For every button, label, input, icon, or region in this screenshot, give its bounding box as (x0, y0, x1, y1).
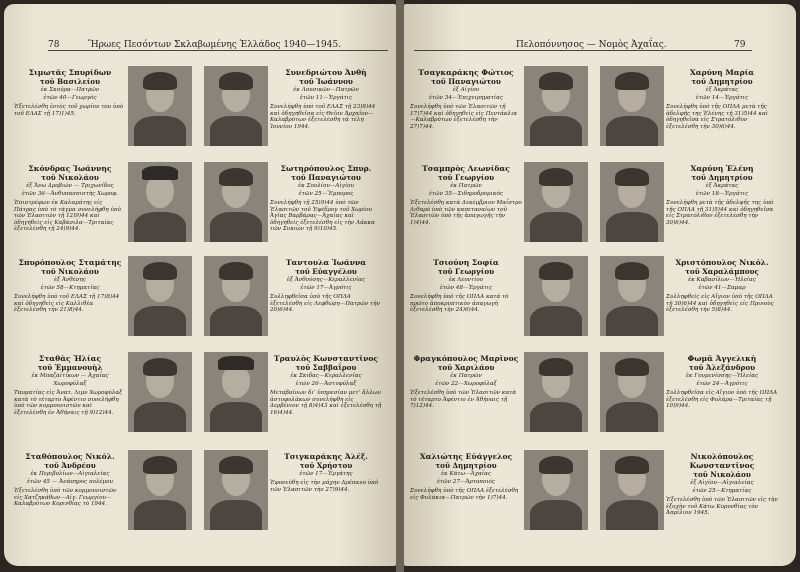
entry-origin: ἐξ Ἄνω Δροβιών — Τριχωνίδος (26, 183, 114, 189)
entry-age: ἐτῶν 40—Γεωργός (43, 95, 97, 101)
entry-father: τοῦ Ἰωάννου (299, 77, 353, 86)
entry-description: Ἐξετελέσθη ἐντὸς τοῦ χωρίου του ὑπὸ τοῦ ΕΛΑΣ τῇ 17)1)45. (14, 104, 124, 117)
portrait-photo (128, 66, 192, 146)
memorial-entry (14, 162, 194, 248)
portrait-photo (524, 450, 588, 530)
entry-age: ἐτῶν 35—Σιδηροδρομικός (428, 191, 504, 197)
portrait-photo (204, 162, 268, 242)
memorial-entry (600, 66, 780, 152)
entry-name: Σιμωτᾶς Σπυρίδων (28, 68, 112, 77)
entry-name: Χριστόπουλος Νικόλ. (675, 258, 769, 267)
right-page-number: 79 (734, 40, 746, 50)
memorial-entry (204, 162, 384, 248)
entry-origin: ἐκ Πατρῶν (450, 373, 482, 379)
entry-origin: ἐκ Πατρῶν (450, 183, 482, 189)
entry-father: τοῦ Παναγιώτου (291, 173, 361, 182)
right-page-header: Πελοπόννησος — Νομὸς Ἀχαΐας. (516, 40, 667, 50)
entry-father: τοῦ Γεωργίου (437, 267, 495, 276)
entry-age: ἐτῶν 36—Ἀνθυπασπιστὴς Χωροφ. (22, 191, 118, 197)
entry-description: Ταυματίας εἰς Ἀνατ. Λιμν Χωροφύλαξ κατὰ τὸ τέταρτο Ἀφέντιο συνελήφθη ὑπὸ τῶν κομμουνιστῶν καὶ ἐξετελέσθη ἐν Ἀθήναις τῇ 9)12)44. (14, 390, 123, 416)
portrait-photo (204, 256, 268, 336)
entry-name: Φωμᾶ Ἀγγελικὴ (687, 354, 757, 363)
entry-description: Συνελήφθη μετὰ τῆς ἀδελφῆς της ὑπὸ τῆς ΟΠΛΑ τῇ 31)5)44 καὶ ὁδηγηθεῖσα εἰς Στρατόλιθον ἐξετελέσθη τὴν 30)6)44. (666, 200, 774, 226)
entry-description: Συνελήφθη ὑπὸ τοῦ ΕΛΑΣ τῇ 23)8)44 καὶ ὁδηγηθεῖσα εἰς Θεῖον Ἀρχαῖον—Καλαβρύτων ἐξετελέσθη τὰ τέλη Ἰουνίου 1944. (270, 104, 376, 130)
entry-description: Ἐξετελέσθη ὑπὸ τῶν κομμουνιστῶν εἰς Χατζηκάθων—Αἰγ. Γεωργίου—Καλαβρύτων Κορινθίας τὸ 1944. (14, 488, 117, 508)
entry-description: Συλληφθεὶς εἰς Αἴγιον ὑπὸ τῆς ΟΠΛΑ τῇ 30)6)44 καὶ ὁδηγηθεὶς εἰς Πρινοὺς ἐξετελέσθη τὴν 5)8)44. (666, 294, 774, 314)
memorial-entry (410, 450, 590, 536)
left-page-number: 78 (48, 40, 60, 50)
entry-origin: ἐξ Ἀνθούσης—Κεραλλενίας (286, 277, 366, 283)
entry-origin: ἐξ Ἀκράτας (705, 87, 739, 93)
entry-description: Ἐξετελέσθη ὑπὸ τῶν Ἐλασιτῶν εἰς τὴν ἐξοχὴν τοῦ Κάτω Κορυνθίας τὸν Ἀπρίλιον 1945. (666, 497, 778, 517)
memorial-entry (14, 352, 194, 438)
entry-origin: ἐκ Μπαζαϊτίκων — Ἀχαΐας (31, 373, 109, 379)
portrait-photo (204, 352, 268, 432)
entry-description: Συνελήφθη ὑπὸ τῆς ΟΠΛΑ κατὰ τὸ πρῶτο ἀποκρυπτικὸν ἀπαγωγὴ ἐξετελέσθη τὴν 24)6)44. (410, 294, 509, 314)
portrait-photo (600, 450, 664, 530)
entry-father: τοῦ Χρήστου (299, 461, 353, 470)
entry-father: τοῦ Νικολάου (41, 267, 99, 276)
portrait-photo (128, 352, 192, 432)
portrait-photo (600, 352, 664, 432)
entry-age: ἐτῶν 14—Ἐργάτις (695, 95, 749, 101)
entry-father: τοῦ Δημητρίου (691, 77, 753, 86)
entry-father: τοῦ Ἀλεξάνδρου (688, 363, 756, 372)
entry-age: ἐτῶν 25—Ἔμπορος (298, 191, 354, 197)
entry-father: τοῦ Σαββαΐρου (295, 363, 357, 372)
portrait-photo (524, 256, 588, 336)
entry-age: ἐτῶν 17—Ἐργάτης (299, 471, 353, 477)
entry-origin: ἐξ Αἰγίου (452, 87, 480, 93)
right-page (404, 4, 796, 566)
entry-name: Σταθὰς Ἠλίας (38, 354, 102, 363)
entry-father: τοῦ Νικολάου (41, 173, 99, 182)
entry-name: Σταθόπουλος Νικόλ. (25, 452, 115, 461)
header-rule (48, 50, 388, 51)
entry-description: Συλληφθεῖσα ὑπὸ τῆς ΟΠΛΑ ἐξετελέσθη εἰς Λεφθώρη—Πατρῶν τὴν 20)6)44. (270, 294, 380, 314)
entry-name: Τσαγκαράκης Φώτιος (418, 68, 514, 77)
entry-origin: ἐξ Ἀκράτας (705, 183, 739, 189)
entry-father: τοῦ Γεωργίου (437, 173, 495, 182)
entry-father: τοῦ Νικολάου (693, 470, 751, 479)
entry-origin: ἐξ Αἰγίου—Αἰγιαλείας (690, 480, 754, 486)
portrait-photo (128, 450, 192, 530)
memorial-entry (600, 450, 780, 536)
memorial-entry (600, 352, 780, 438)
entry-origin: ἐξ Ἀνθέσης (54, 277, 86, 283)
entry-description: Συλληφθεῖσα εἰς Αἴγιον ὑπὸ τῆς ΟΠΛΑ ἐξετελέσθη εἰς Φυλάρα—Τριταίας τῇ 10)9)44. (666, 390, 778, 410)
entry-age: ἐτῶν 26—Ἀστυφύλαξ (295, 381, 357, 387)
entry-age: ἐτῶν 17—Ἀγρότις (300, 285, 352, 291)
entry-age: ἐτῶν 22—Χωροφύλαξ (435, 381, 497, 387)
portrait-photo (204, 66, 268, 146)
entry-name: Σωτηρόπουλος Σπυρ. (280, 164, 372, 173)
entry-description: Ἐφονεύθη εἰς τὴν μάχην Δρέπανο ὑπὸ τῶν Ἐλασιτῶν τὴν 27)9)44. (270, 480, 379, 493)
entry-age: ἐτῶν 58—Κτηματίας (40, 285, 100, 291)
entry-name: Φραγκόπουλος Μαρῖνος (413, 354, 519, 363)
entry-name: Τσιούνη Σοφία (433, 258, 499, 267)
entry-father: τοῦ Ἐμμανουὴλ (37, 363, 103, 372)
memorial-entry (204, 450, 384, 536)
entry-description: Ἐξετελέσθη ὑπὸ τῶν Ἐλασιτῶν κατὰ τὸ τέταρτο Ἀφέντιο ἐν Ἀθήναις τῇ 7)12)44. (410, 390, 517, 410)
portrait-photo (600, 162, 664, 242)
entry-father: τοῦ Χαραλάμπους (685, 267, 759, 276)
memorial-entry (410, 162, 590, 248)
entry-name: Σπυρόπουλος Σταμάτης (18, 258, 122, 267)
left-page-header: Ἥρωες Πεσόντων Σκλαβωμένης Ἑλλάδος 1940—1945. (88, 40, 342, 50)
entry-name: Νικολόπουλος Κωνσταντῖνος (689, 452, 755, 470)
portrait-photo (600, 256, 664, 336)
entry-name: Συνεδριώτου Ἀνθὴ (285, 68, 367, 77)
memorial-entry (204, 352, 384, 438)
entry-origin: ἐκ Σουλίου—Αἰγίου (298, 183, 354, 189)
entry-name: Ταντουλα Ἰωάννα (285, 258, 367, 267)
memorial-entry (14, 66, 194, 152)
entry-age: ἐτῶν 41—Σαμαρ (698, 285, 746, 291)
entry-name: Χαρύνη Ἑλένη (690, 164, 754, 173)
entry-origin: ἐκ Λουσικῶν—Πατρῶν (293, 87, 359, 93)
entry-father: τοῦ Εὐαγγέλου (295, 267, 357, 276)
entry-description: Συνελήφθη ὑπὸ τῆς ΟΠΛΑ ἐξετελέσθη εἰς Φυλάκια—Πατρῶν τὴν 1)7)44. (410, 488, 519, 501)
portrait-photo (524, 66, 588, 146)
entry-age: ἐτῶν 24—Ἀγρότις (696, 381, 748, 387)
entry-description: Συνελήφθη τῇ 25)9)44 ὑπὸ τῶν Ἐλασιτῶν τοῦ Ἐφέδρου τοῦ Χωρίου Ἀγίας Βαρβάρας—Ἀχαΐας καὶ ὁδηγηθεὶς ἐξετελέσθη εἰς τὴν Λάκκα τῶν Συκιών τῇ 9)10)45. (270, 200, 375, 233)
entry-description: Συνελήφθη ὑπὸ τῶν Ἐλασιτῶν τῇ 17)7)44 καὶ ὁδηγηθεὶς εἰς Πεντάκλια—Καλαβρύτων ἐξετελέσθη τὴν 27)7)44. (410, 104, 518, 130)
entry-origin: ἐκ Περιβολίων—Αἰγιαλείας (30, 471, 110, 477)
entry-father: τοῦ Παναγιώτου (431, 77, 501, 86)
entry-age: ἐτῶν 48—Ἐργάτις (439, 285, 493, 291)
entry-father: τοῦ Δημητρίου (435, 461, 497, 470)
entry-age: ἐτῶν 18—Ἐργάτις (695, 191, 749, 197)
memorial-entry (204, 66, 384, 152)
memorial-entry (600, 162, 780, 248)
left-page (4, 4, 396, 566)
entry-origin: ἐκ Σκιδας—Κεραλλενίας (290, 373, 362, 379)
entry-age: ἐτῶν 11—Ἐργάτις (299, 95, 353, 101)
entry-father: τοῦ Δημητρίου (691, 173, 753, 182)
entry-name: Τσιγκαράκης Ἀλέξ. (284, 452, 368, 461)
entry-name: Τσαμπρὸς Λεωνίδας (422, 164, 510, 173)
memorial-entry (410, 256, 590, 342)
book-gutter (396, 0, 404, 572)
entry-age: ἐτῶν 27—Ἀρτοποιός (436, 479, 496, 485)
memorial-entry (600, 256, 780, 342)
entry-description: Ἐξετελέσθη κατὰ Δεκέμβριον Μαΐστρο Λιθαρό ὑπὸ τῶν καπεταναίων τοῦ Ἐλασιτῶν ὑπὸ τῆς ἀπαγωγῆς τὴν 1)4)44. (410, 200, 522, 226)
memorial-entry (410, 66, 590, 152)
entry-description: Μεταβαίνων δι’ ὑπηρεσίαν μετ’ ἄλλων ἀστυφυλάκων συνελήφθη εἰς Δερβένιον τῇ 8)4)43 καὶ ἐξετελέσθη τῇ 16)4)44. (270, 390, 382, 416)
entry-age: ἐτῶν 34—Ἐπιχειρηματίας (428, 95, 504, 101)
portrait-photo (524, 352, 588, 432)
entry-origin: ἐκ Γουμενίσσης—Ἠλείας (685, 373, 759, 379)
entry-name: Σκόνδρας Ἰωάννης (28, 164, 112, 173)
portrait-photo (600, 66, 664, 146)
entry-age: Χωροφύλαξ (53, 381, 87, 387)
entry-origin: ἐκ Λεοντίου (448, 277, 484, 283)
entry-description: Ἐπιστρέφων ἐκ Καλαμάτης εἰς Πάτρας ὑπὸ τὸ τάγμα συνελήφθη ὑπὸ τῶν Ἐλασιτῶν τῇ 12)9)44 καὶ ὁδηγηθεὶς εἰς Καβάσιλα—Τριταίας ἐξετελέσθη τῇ 24)9)44. (14, 200, 121, 233)
entry-name: Χαρύνη Μαρία (689, 68, 755, 77)
entry-origin: ἐκ Καβασίλων—Ἠλείας (688, 277, 756, 283)
entry-father: τοῦ Βασιλείου (39, 77, 101, 86)
header-rule (414, 50, 752, 51)
entry-name: Χαλιώτης Εὐάγγελος (419, 452, 513, 461)
entry-age: ἐτῶν 45 — Ἀνάπηρος πολέμου (27, 479, 113, 485)
entry-origin: ἐκ Σκούρα—Πατρῶν (40, 87, 100, 93)
portrait-photo (128, 256, 192, 336)
entry-description: Συνελήφθη ὑπὸ τοῦ ΕΛΑΣ τῇ 17)8)44 καὶ ὁδηγηθεὶς εἰς Καλλιθέα ἐξετελέσθη τὴν 21)8)44. (14, 294, 120, 314)
memorial-entry (410, 352, 590, 438)
entry-father: τοῦ Ἀνδρέου (44, 461, 96, 470)
entry-age: ἐτῶν 25—Κτηματίας (692, 488, 752, 494)
entry-description: Συνελήφθη ὑπὸ τῆς ΟΠΛΑ μετὰ τῆς ἀδελφῆς της Ἑλένης τῇ 31)5)44 καὶ ὁδηγηθεῖσα εἰς Στρατόλιθον ἐξετελέσθη τὴν 30)6)44. (666, 104, 768, 130)
entry-name: Τραυλὸς Κωνσταντῖνος (273, 354, 379, 363)
portrait-photo (204, 450, 268, 530)
portrait-photo (128, 162, 192, 242)
portrait-photo (524, 162, 588, 242)
memorial-entry (14, 450, 194, 536)
memorial-entry (14, 256, 194, 342)
entry-father: τοῦ Χαριλάου (437, 363, 495, 372)
entry-origin: ἐκ Κάτω—Ἀχαΐας (441, 471, 491, 477)
memorial-entry (204, 256, 384, 342)
